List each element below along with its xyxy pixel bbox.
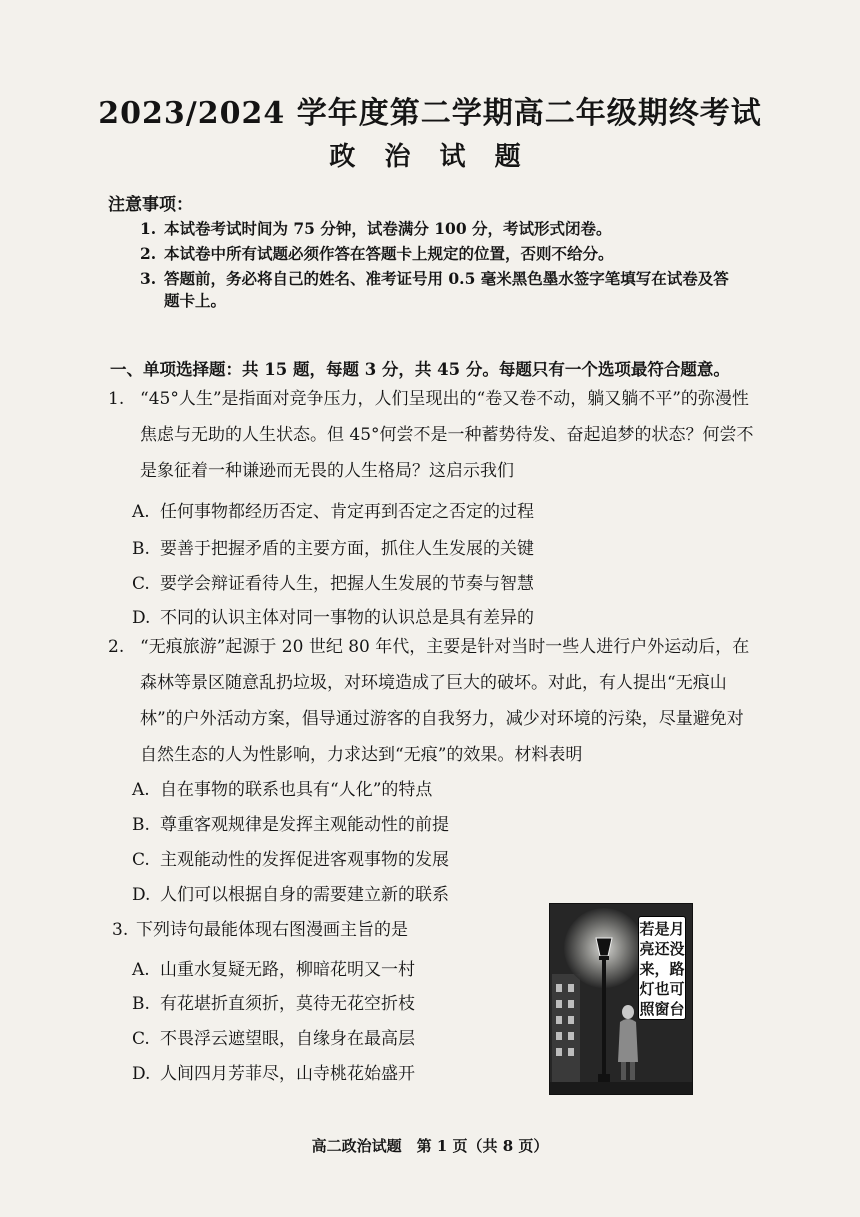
q1-option-b	[132, 534, 534, 559]
option-text: 要学会辩证看待人生，把握人生发展的节奏与智慧	[160, 574, 534, 594]
question-3	[112, 912, 542, 948]
q1-option-c	[132, 569, 534, 594]
option-label: D.	[132, 1064, 151, 1084]
question-1	[108, 381, 758, 489]
question-2	[108, 629, 758, 773]
note-number: 2.	[140, 244, 157, 263]
question-stem: 下列诗句最能体现右图漫画主旨的是	[136, 920, 408, 940]
option-label: A.	[132, 780, 150, 800]
note-text-continued: 题卡上。	[164, 291, 227, 310]
section-title: 一、单项选择题：共 15 题，每题 3 分，共 45 分。每题只有一个选项最符合题意。	[110, 360, 730, 379]
option-label: B.	[132, 815, 150, 835]
note-text: 本试卷中所有试题必须作答在答题卡上规定的位置，否则不给分。	[164, 244, 614, 263]
option-text: 自在事物的联系也具有“人化”的特点	[160, 780, 433, 800]
option-text: 人间四月芳菲尽，山寺桃花始盛开	[160, 1064, 415, 1084]
q3-option-a	[132, 955, 415, 980]
option-label: C.	[132, 574, 150, 594]
q2-option-c	[132, 845, 449, 870]
question-number: 2.	[108, 637, 125, 657]
option-label: C.	[132, 850, 150, 870]
option-text: 不畏浮云遮望眼，自缘身在最高层	[160, 1029, 415, 1049]
q3-option-d	[132, 1059, 415, 1084]
note-item-1	[140, 218, 750, 240]
page-footer: 高二政治试题 第 1 页（共 8 页）	[311, 1137, 549, 1155]
option-label: A.	[132, 502, 150, 522]
q3-option-c	[132, 1024, 415, 1049]
question-number: 3.	[112, 920, 129, 940]
option-text: 人们可以根据自身的需要建立新的联系	[160, 885, 449, 905]
comic-speech-bubble: 若是月亮还没来，路灯也可照窗台	[638, 916, 686, 1020]
q1-option-a	[132, 497, 534, 522]
option-label: B.	[132, 994, 150, 1014]
note-text: 答题前，务必将自己的姓名、准考证号用 0.5 毫米黑色墨水签字笔填写在试卷及答	[164, 269, 729, 288]
subject-title: 政 治 试 题	[329, 142, 531, 172]
option-text: 主观能动性的发挥促进客观事物的发展	[160, 850, 449, 870]
option-label: A.	[132, 960, 150, 980]
comic-illustration	[549, 903, 693, 1095]
notes-heading: 注意事项：	[108, 195, 193, 215]
q2-option-a	[132, 775, 432, 800]
option-label: C.	[132, 1029, 150, 1049]
note-item-3	[140, 268, 750, 312]
option-text: 尊重客观规律是发挥主观能动性的前提	[160, 815, 449, 835]
option-text: 任何事物都经历否定、肯定再到否定之否定的过程	[160, 502, 534, 522]
option-text: 山重水复疑无路，柳暗花明又一村	[160, 960, 415, 980]
q2-option-b	[132, 810, 449, 835]
option-label: D.	[132, 608, 151, 628]
question-number: 1.	[108, 389, 125, 409]
option-label: B.	[132, 539, 150, 559]
note-number: 1.	[140, 219, 157, 238]
exam-title: 2023/2024 学年度第二学期高二年级期终考试	[98, 96, 762, 131]
note-item-2	[140, 243, 750, 265]
option-text: 有花堪折直须折，莫待无花空折枝	[160, 994, 415, 1014]
q2-option-d	[132, 880, 449, 905]
note-number: 3.	[140, 269, 157, 288]
note-text: 本试卷考试时间为 75 分钟，试卷满分 100 分，考试形式闭卷。	[164, 219, 612, 238]
option-text: 要善于把握矛盾的主要方面，抓住人生发展的关键	[160, 539, 534, 559]
q1-option-d	[132, 603, 534, 628]
question-stem: “无痕旅游”起源于 20 世纪 80 年代，主要是针对当时一些人进行户外运动后，在森林等景区随意乱扔垃圾，对环境造成了巨大的破坏。对此，有人提出“无痕山林”的户外活动方案，倡导通过游客的自我努力，减少对环境的污染，尽量避免对自然生态的人为性影响，力求达到“无痕”的效果。材料表明	[140, 637, 750, 765]
q3-option-b	[132, 989, 415, 1014]
option-label: D.	[132, 885, 151, 905]
option-text: 不同的认识主体对同一事物的认识总是具有差异的	[160, 608, 534, 628]
question-stem: “45°人生”是指面对竞争压力，人们呈现出的“卷又卷不动，躺又躺不平”的弥漫性焦虑与无助的人生状态。但 45°何尝不是一种蓄势待发、奋起追梦的状态？何尝不是象征着一种谦逊而无畏的人生格局？这启示我们	[140, 389, 754, 481]
